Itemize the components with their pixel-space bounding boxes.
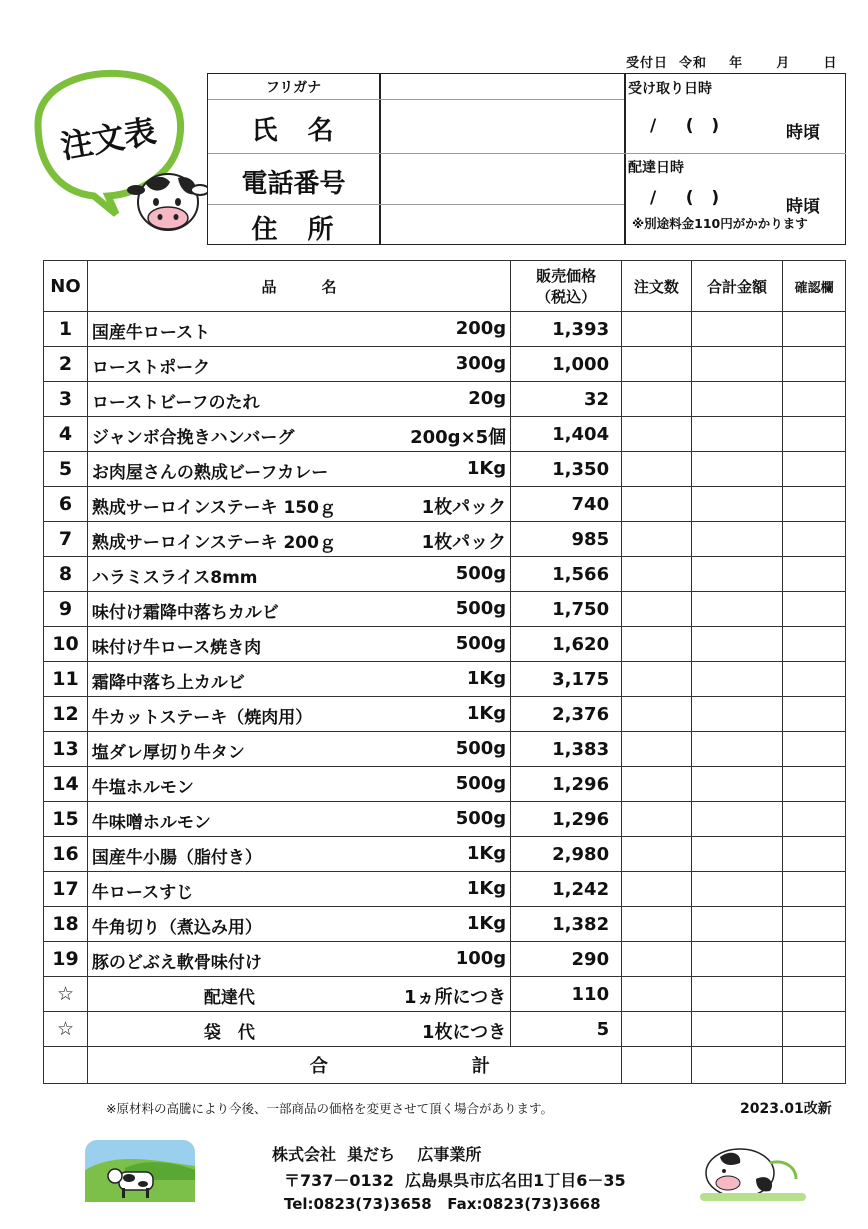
confirm-cell[interactable] [783,592,846,627]
delivery-suffix: 時頃 [786,197,820,217]
furigana-label: フリガナ [265,80,322,96]
header-total-amount: 合計金額 [691,261,783,312]
table-row [44,627,846,662]
product-quantity: 200g [455,318,507,339]
row-product [87,452,510,487]
table-row [44,522,846,557]
product-name: 配達代 [203,988,255,1008]
product-quantity: 1Kg [466,458,507,479]
confirm-cell[interactable] [783,837,846,872]
product-quantity: 1Kg [466,668,507,689]
confirm-cell[interactable] [783,697,846,732]
total-amount-cell[interactable] [691,697,783,732]
product-quantity: 500g [455,808,507,829]
table-row [44,662,846,697]
logo-title: 注文表 [57,111,159,167]
delivery-value[interactable]: / ( ) [650,188,720,208]
row-no: 10 [44,627,88,662]
order-count-cell[interactable] [622,382,692,417]
table-row [44,942,846,977]
product-price: 985 [511,522,622,557]
row-no: 13 [44,732,88,767]
product-name: 袋 代 [203,1023,255,1043]
row-product [87,907,510,942]
grand-total-cell[interactable] [691,1047,783,1084]
confirm-cell[interactable] [783,872,846,907]
confirm-cell[interactable] [783,452,846,487]
delivery-note: ※別途料金110円がかかります [632,216,808,231]
header-price-line1: 販売価格 [536,267,597,285]
row-product [87,347,510,382]
product-name: お肉屋さんの熟成ビーフカレー [91,463,329,483]
row-no: 19 [44,942,88,977]
table-row [44,802,846,837]
table-row [44,872,846,907]
product-quantity: 500g [455,563,507,584]
total-amount-cell[interactable] [691,942,783,977]
row-product [87,942,510,977]
order-count-cell[interactable] [622,732,692,767]
product-quantity: 1Kg [466,878,507,899]
order-count-cell[interactable] [622,942,692,977]
row-product [87,382,510,417]
total-amount-cell[interactable] [691,767,783,802]
product-price: 1,383 [511,732,622,767]
product-price: 2,980 [511,837,622,872]
order-count-cell[interactable] [622,487,692,522]
total-amount-cell[interactable] [691,452,783,487]
order-count-cell[interactable] [622,592,692,627]
row-product [87,487,510,522]
total-amount-cell[interactable] [691,627,783,662]
product-name: 牛味噌ホルモン [91,813,211,833]
total-amount-cell[interactable] [691,1012,783,1047]
order-count-cell[interactable] [622,522,692,557]
row-product [87,592,510,627]
product-price: 1,620 [511,627,622,662]
table-row [44,592,846,627]
product-price: 2,376 [511,697,622,732]
confirm-cell[interactable] [783,557,846,592]
header-order-count: 注文数 [622,261,692,312]
address-label: 住 所 [251,215,336,245]
order-count-cell[interactable] [622,802,692,837]
order-count-cell[interactable] [622,977,692,1012]
confirm-cell[interactable] [783,382,846,417]
table-row [44,697,846,732]
product-quantity: 500g [455,633,507,654]
row-product [87,732,510,767]
total-amount-cell[interactable] [691,417,783,452]
phone-field[interactable] [381,155,621,203]
product-price: 1,000 [511,347,622,382]
receipt-label: 受け取り日時 [628,81,712,97]
confirm-cell[interactable] [783,767,846,802]
order-count-cell[interactable] [622,452,692,487]
header-name: 品 名 [87,261,510,312]
row-no: ☆ [44,1012,88,1047]
cow-meadow-icon [85,1140,195,1202]
product-quantity: 200g×5個 [410,427,507,448]
confirm-cell[interactable] [783,1012,846,1047]
product-quantity: 500g [455,738,507,759]
row-product [87,417,510,452]
confirm-cell[interactable] [783,417,846,452]
confirm-cell[interactable] [783,802,846,837]
total-amount-cell[interactable] [691,522,783,557]
total-amount-cell[interactable] [691,872,783,907]
row-no: 9 [44,592,88,627]
product-quantity: 500g [455,773,507,794]
product-price: 1,750 [511,592,622,627]
row-product [87,977,510,1012]
total-amount-cell[interactable] [691,347,783,382]
total-amount-cell[interactable] [691,312,783,347]
product-price: 1,296 [511,802,622,837]
order-count-cell[interactable] [622,1012,692,1047]
product-price: 1,566 [511,557,622,592]
header-no: NO [44,261,88,312]
row-no: 5 [44,452,88,487]
table-row [44,382,846,417]
total-amount-cell[interactable] [691,732,783,767]
row-product [87,802,510,837]
row-no: 2 [44,347,88,382]
product-price: 32 [511,382,622,417]
cow-face-icon [700,1143,806,1201]
header-price-line2: （税込） [536,288,597,306]
product-name: ローストポーク [91,358,211,378]
row-product [87,872,510,907]
row-no: 12 [44,697,88,732]
row-no: 11 [44,662,88,697]
table-row [44,417,846,452]
product-quantity: 20g [468,388,507,409]
product-name: ローストビーフのたれ [91,393,260,413]
total-amount-cell[interactable] [691,907,783,942]
product-quantity: 1枚につき [422,1022,507,1043]
product-price: 1,404 [511,417,622,452]
total-no-cell [44,1047,88,1084]
product-quantity: 500g [455,598,507,619]
product-name: 熟成サーロインステーキ 200ｇ [91,533,336,553]
product-price: 290 [511,942,622,977]
delivery-label: 配達日時 [628,160,684,176]
confirm-cell[interactable] [783,942,846,977]
product-name: 牛塩ホルモン [91,778,194,798]
table-row [44,1012,846,1047]
confirm-cell[interactable] [783,312,846,347]
product-quantity: 100g [455,948,507,969]
name-field[interactable] [381,101,621,152]
cow-field-illustration [85,1140,195,1202]
product-name: 塩ダレ厚切り牛タン [91,743,245,763]
product-price: 740 [511,487,622,522]
header-confirm: 確認欄 [783,261,846,312]
order-form-logo [28,64,208,240]
table-row [44,452,846,487]
product-quantity: 1Kg [466,703,507,724]
product-name: 国産牛小腸（脂付き） [91,848,262,868]
row-product [87,767,510,802]
cow-face-illustration [700,1143,806,1201]
confirm-cell[interactable] [783,977,846,1012]
row-no: 8 [44,557,88,592]
row-no: 4 [44,417,88,452]
row-no: 17 [44,872,88,907]
product-name: 霜降中落ち上カルビ [91,673,245,693]
table-row [44,312,846,347]
confirm-cell[interactable] [783,347,846,382]
product-price: 3,175 [511,662,622,697]
order-count-cell[interactable] [622,417,692,452]
product-price: 110 [511,977,622,1012]
order-count-cell[interactable] [622,347,692,382]
row-product [87,312,510,347]
product-name: 豚のどぶえ軟骨味付け [91,953,262,973]
product-name: 味付け霜降中落ちカルビ [91,603,279,623]
product-name: 熟成サーロインステーキ 150ｇ [91,498,336,518]
product-name: 牛ロースすじ [91,883,194,903]
table-row [44,907,846,942]
table-row [44,732,846,767]
customer-info-table [207,73,846,245]
table-row [44,977,846,1012]
product-quantity: 1枚パック [421,497,507,518]
row-product [87,837,510,872]
product-quantity: 1枚パック [421,532,507,553]
order-count-cell[interactable] [622,907,692,942]
total-amount-cell[interactable] [691,557,783,592]
total-row [44,1047,846,1084]
product-price: 1,382 [511,907,622,942]
row-no: 14 [44,767,88,802]
total-amount-cell[interactable] [691,487,783,522]
address-field[interactable] [381,206,621,243]
order-count-cell[interactable] [622,557,692,592]
company-contact: Tel:0823(73)3658 Fax:0823(73)3668 [284,1195,601,1213]
order-count-cell[interactable] [622,697,692,732]
total-amount-cell[interactable] [691,977,783,1012]
phone-label: 電話番号 [241,169,346,199]
total-amount-cell[interactable] [691,662,783,697]
total-order-count-cell[interactable] [622,1047,692,1084]
table-row [44,557,846,592]
confirm-cell[interactable] [783,627,846,662]
product-name: 味付け牛ロース焼き肉 [91,638,262,658]
product-name: ジャンボ合挽きハンバーグ [91,428,295,448]
order-count-cell[interactable] [622,767,692,802]
product-price: 1,242 [511,872,622,907]
order-items-table [43,260,846,1084]
total-amount-cell[interactable] [691,837,783,872]
price-change-note: ※原材料の高騰により今後、一部商品の価格を変更させて頂く場合があります。 [106,1101,553,1116]
order-count-cell[interactable] [622,872,692,907]
product-quantity: 300g [455,353,507,374]
product-name: ハラミスライス8mm [91,568,258,588]
confirm-cell[interactable] [783,522,846,557]
row-no: 18 [44,907,88,942]
revision-label: 2023.01改新 [740,1101,832,1117]
product-name: 国産牛ロースト [91,323,211,343]
row-product [87,557,510,592]
order-count-cell[interactable] [622,837,692,872]
company-name: 株式会社 巣だち 広事業所 [272,1145,482,1164]
row-no: 7 [44,522,88,557]
table-header-row [44,261,846,312]
order-count-cell[interactable] [622,662,692,697]
confirm-cell[interactable] [783,662,846,697]
receipt-suffix: 時頃 [786,123,820,143]
order-count-cell[interactable] [622,312,692,347]
total-confirm-cell[interactable] [783,1047,846,1084]
total-label: 合 計 [309,1056,490,1077]
row-no: 1 [44,312,88,347]
table-row [44,837,846,872]
confirm-cell[interactable] [783,907,846,942]
row-product [87,627,510,662]
row-product [87,522,510,557]
row-no: 16 [44,837,88,872]
total-amount-cell[interactable] [691,382,783,417]
row-no: 15 [44,802,88,837]
receipt-value[interactable]: / ( ) [650,116,720,136]
total-amount-cell[interactable] [691,592,783,627]
product-price: 1,296 [511,767,622,802]
product-quantity: 1Kg [466,913,507,934]
name-label: 氏 名 [251,116,336,146]
product-quantity: 1ヵ所につき [404,987,507,1008]
table-row [44,487,846,522]
product-name: 牛カットステーキ（焼肉用） [91,708,313,728]
product-name: 牛角切り（煮込み用） [91,918,262,938]
order-count-cell[interactable] [622,627,692,662]
row-product [87,697,510,732]
table-row [44,347,846,382]
received-date: 受付日 令和 年 月 日 [626,56,838,71]
product-price: 1,350 [511,452,622,487]
total-amount-cell[interactable] [691,802,783,837]
header-price [511,261,622,312]
row-product [87,1012,510,1047]
row-no: 6 [44,487,88,522]
row-no: 3 [44,382,88,417]
row-no: ☆ [44,977,88,1012]
confirm-cell[interactable] [783,487,846,522]
product-quantity: 1Kg [466,843,507,864]
row-product [87,662,510,697]
product-price: 5 [511,1012,622,1047]
confirm-cell[interactable] [783,732,846,767]
company-address: 〒737－0132 広島県呉市広名田1丁目6－35 [284,1171,626,1190]
total-label-cell [87,1047,621,1084]
table-row [44,767,846,802]
product-price: 1,393 [511,312,622,347]
